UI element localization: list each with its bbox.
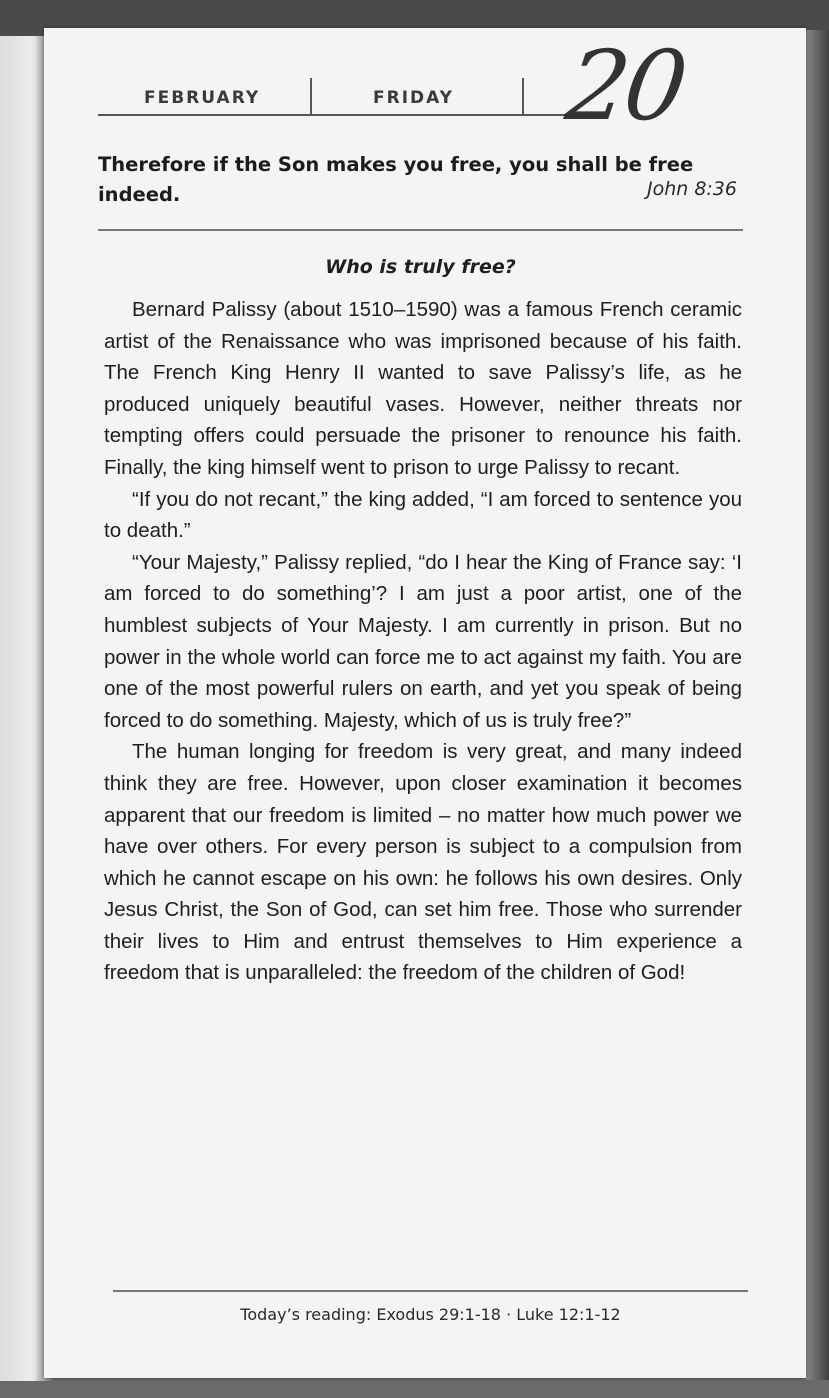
paragraph: Bernard Palissy (about 1510–1590) was a famous French ceramic artist of the Renaissance who was imprisoned because of his faith. The French King Henry II wanted to save Palissy’s life, as he produced uniquely beautiful vases. However, neither threats nor tempting offers could persuade the prisoner to renounce his faith. Finally, the king himself went to prison to urge Palissy to recant. <box>104 298 742 479</box>
header-divider <box>522 78 524 114</box>
header-divider <box>310 78 312 114</box>
header-rule <box>98 114 568 116</box>
footer-separator <box>113 1290 748 1292</box>
weekday-label: FRIDAY <box>373 88 454 108</box>
paragraph: The human longing for freedom is very great, and many indeed think they are free. However, upon closer examination it becomes apparent that our freedom is limited – no matter how much power we have over others. For every person is subject to a compulsion from which he cannot escape on his own: he follows his own desires. Only Jesus Christ, the Son of God, can set him free. Those who surrender their lives to Him and entrust themselves to Him experience a freedom that is unparalleled: the freedom of the children of God! <box>104 740 742 985</box>
month-label: FEBRUARY <box>144 88 261 108</box>
devotional-body <box>104 294 742 989</box>
paragraph: “Your Majesty,” Palissy replied, “do I hear the King of France say: ‘I am forced to do something’? I am just a poor artist, one of the humblest subjects of Your Majesty. I am currently in prison. But no power in the whole world can force me to act against my faith. You are one of the most powerful rulers on earth, and yet you speak of being forced to do something. Majesty, which of us is truly free?” <box>104 550 742 732</box>
date-number: 20 <box>560 30 691 142</box>
bible-verse: Therefore if the Son makes you free, you shall be free indeed. <box>98 153 694 206</box>
paragraph: “If you do not recant,” the king added, “I am forced to sentence you to death.” <box>104 487 742 543</box>
devotional-title: Who is truly free? <box>325 256 516 278</box>
verse-reference: John 8:36 <box>646 178 737 200</box>
verse-separator <box>98 229 743 231</box>
book-right-edge <box>806 30 829 1380</box>
todays-reading: Today’s reading: Exodus 29:1-18 · Luke 12:1-12 <box>240 1305 621 1324</box>
